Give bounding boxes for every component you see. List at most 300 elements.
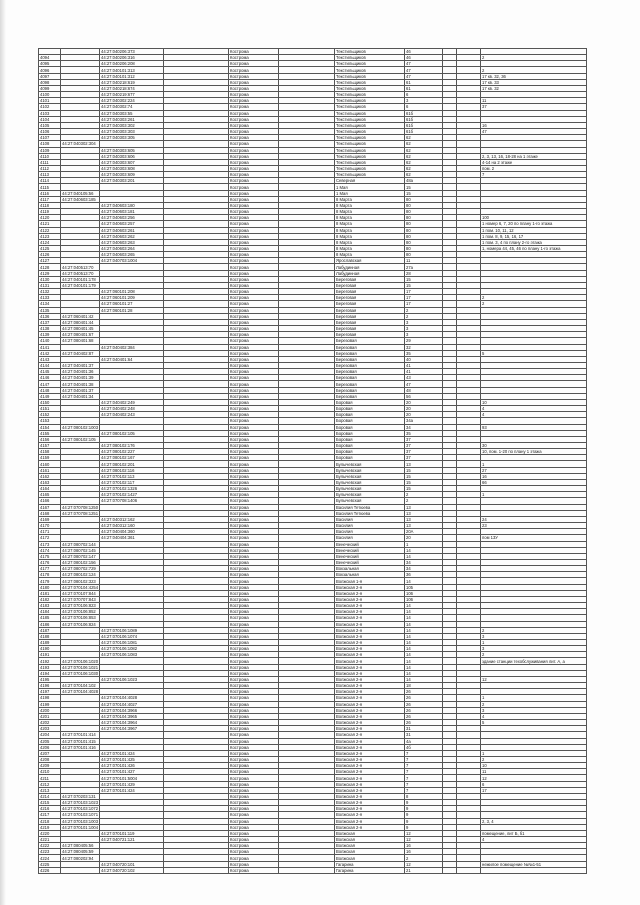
- house-number-cell: 14: [405, 547, 443, 553]
- street-cell: Вокзальная: [335, 572, 405, 578]
- row-number: 4148: [39, 387, 61, 393]
- apartment-cell: 47: [481, 129, 587, 135]
- street-cell: Текстильщиков: [335, 116, 405, 122]
- cadastral-number-land: 44:27:080405:59: [61, 849, 100, 855]
- row-number: 4147: [39, 381, 61, 387]
- city-cell: Кострома: [229, 609, 279, 615]
- street-cell: Волжская 2-я: [335, 633, 405, 639]
- cadastral-number-land: 44:27:070106:853: [61, 615, 100, 621]
- street-cell: Береговая: [335, 295, 405, 301]
- street-cell: Текстильщиков: [335, 92, 405, 98]
- street-cell: 8 Марта: [335, 239, 405, 245]
- house-number-cell: 80: [405, 246, 443, 252]
- street-cell: Волжская 2-я: [335, 627, 405, 633]
- house-number-cell: 80: [405, 252, 443, 258]
- street-cell: Текстильщиков: [335, 73, 405, 79]
- city-cell: Кострома: [229, 252, 279, 258]
- apartment-cell: 5: [481, 350, 587, 356]
- street-cell: Гагарина: [335, 867, 405, 873]
- row-number: 4159: [39, 455, 61, 461]
- house-number-cell: 15: [405, 479, 443, 485]
- house-number-cell: 26: [405, 707, 443, 713]
- street-cell: Волжская 2-я: [335, 621, 405, 627]
- house-number-cell: 61б: [405, 116, 443, 122]
- cadastral-number-land: 44:27:070106:852: [61, 609, 100, 615]
- cadastral-number-building: 44:27:070102:1326: [100, 486, 164, 492]
- row-number: 4127: [39, 258, 61, 264]
- cadastral-number-building: 44:27:070104:3966: [100, 707, 164, 713]
- house-number-cell: 31: [405, 726, 443, 732]
- house-number-cell: 14: [405, 658, 443, 664]
- street-cell: Текстильщиков: [335, 159, 405, 165]
- cadastral-number-building: 44:27:070101:424: [100, 787, 164, 793]
- city-cell: Кострома: [229, 135, 279, 141]
- cadastral-number-land: 44:27:080102:323: [61, 578, 100, 584]
- blank-cell: [164, 867, 229, 873]
- street-cell: Волжская: [335, 855, 405, 861]
- apartment-cell: 11: [481, 769, 587, 775]
- cadastral-number-land: 44:27:040101:179: [61, 282, 100, 288]
- cadastral-number-land: 44:27:070103:1023: [62, 800, 99, 806]
- house-number-cell: 16: [405, 849, 443, 855]
- street-cell: Ярославская: [335, 258, 405, 264]
- cadastral-number-building: 44:27:070101:427: [100, 769, 164, 775]
- apartment-cell: нежилое помещение №№1-51: [481, 861, 587, 867]
- street-cell: 8 Марта: [335, 233, 405, 239]
- house-number-cell: 14: [405, 621, 443, 627]
- house-number-cell: 62: [405, 172, 443, 178]
- row-number: 4197: [39, 689, 61, 695]
- street-cell: Василия Тетюева: [335, 510, 405, 516]
- house-number-cell: 34: [405, 566, 443, 572]
- street-cell: Боровая: [335, 449, 405, 455]
- cadastral-number-building: 44:27:040303:607: [100, 159, 164, 165]
- city-cell: Кострома: [229, 424, 279, 430]
- street-cell: Березовая: [335, 369, 405, 375]
- cadastral-number-land: 44:27:040401:36: [61, 369, 100, 375]
- city-cell: Кострома: [229, 295, 279, 301]
- city-cell: Кострома: [229, 744, 279, 750]
- apartment-cell: 2: [481, 55, 587, 61]
- house-number-cell: 27а: [405, 264, 443, 270]
- street-cell: Волжская 2-я: [335, 590, 405, 596]
- cadastral-number-land: 44:27:070101:1004: [62, 824, 99, 830]
- cadastral-number-building: 44:27:040404:360: [100, 529, 164, 535]
- apartment-cell: 10: [481, 763, 587, 769]
- house-number-cell: 26: [405, 689, 443, 695]
- cadastral-number-building: 44:27:070104:3964: [100, 720, 164, 726]
- street-cell: Боровая: [335, 443, 405, 449]
- apartment-cell: 10: [481, 399, 587, 405]
- house-number-cell: 12: [405, 861, 443, 867]
- cadastral-number-building: 44:27:040703:1004: [100, 258, 164, 264]
- city-cell: Кострома: [229, 793, 279, 799]
- cadastral-number-land: 44:27:060401:42: [61, 313, 100, 319]
- cadastral-number-land: 44:27:080102:156: [61, 559, 100, 565]
- house-number-cell: 14: [405, 664, 443, 670]
- house-number-cell: 7: [405, 775, 443, 781]
- house-number-cell: 46: [405, 49, 443, 55]
- row-number: 4100: [39, 92, 61, 98]
- city-cell: Кострома: [229, 221, 279, 227]
- street-cell: Василия: [335, 535, 405, 541]
- city-cell: Кострома: [229, 258, 279, 264]
- city-cell: Кострома: [229, 547, 279, 553]
- street-cell: Березовая: [335, 338, 405, 344]
- city-cell: Кострома: [229, 369, 279, 375]
- cadastral-number-land: 44:27:070107:844: [61, 590, 100, 596]
- row-number: 4214: [39, 793, 61, 799]
- row-number: 4114: [39, 178, 61, 184]
- house-number-cell: 14: [405, 609, 443, 615]
- row-number: 4167: [39, 504, 61, 510]
- cadastral-number-land: 44:27:070106:1030: [62, 670, 99, 676]
- cadastral-number-building: 44:27:070101:119: [100, 830, 164, 836]
- cadastral-number-building: 44:27:040721:121: [100, 837, 164, 843]
- cadastral-number-land: 44:27:040603:185: [61, 196, 100, 202]
- street-cell: Текстильщиков: [335, 172, 405, 178]
- cadastral-number-land: 44:27:070708:1250: [62, 504, 99, 510]
- row-number: 4203: [39, 726, 61, 732]
- cadastral-number-land: 44:27:070203:131: [61, 793, 100, 799]
- cadastral-number-building: 44:27:040101:313: [100, 67, 164, 73]
- house-number-cell: 4а: [405, 738, 443, 744]
- row-number: 4175: [39, 553, 61, 559]
- apartment-cell: 4: [481, 837, 587, 843]
- city-cell: Кострома: [229, 775, 279, 781]
- street-cell: Волжская 2-я: [335, 695, 405, 701]
- city-cell: Кострома: [229, 800, 279, 806]
- street-cell: Текстильщиков: [335, 110, 405, 116]
- row-number: 4198: [39, 695, 61, 701]
- row-number: 4105: [39, 122, 61, 128]
- street-cell: Волжская 2-я: [335, 726, 405, 732]
- house-number-cell: 20: [405, 399, 443, 405]
- street-cell: Текстильщиков: [335, 61, 405, 67]
- row-number: 4119: [39, 209, 61, 215]
- house-number-cell: 80: [405, 221, 443, 227]
- house-number-cell: 17: [405, 289, 443, 295]
- street-cell: Волжская 2-я: [335, 793, 405, 799]
- city-cell: Кострома: [229, 529, 279, 535]
- city-cell: Кострома: [229, 190, 279, 196]
- cadastral-number-building: 44:27:060101:27: [100, 301, 164, 307]
- row-number: 4208: [39, 756, 61, 762]
- cadastral-number-land: [61, 867, 100, 873]
- street-cell: Боровая: [335, 436, 405, 442]
- row-number: 4106: [39, 129, 61, 135]
- cadastral-number-land: 44:27:080102:1003: [62, 424, 99, 430]
- city-cell: Кострома: [229, 406, 279, 412]
- row-number: 4102: [39, 104, 61, 110]
- city-cell: Кострома: [229, 67, 279, 73]
- apartment-cell: 1, номера 44, 45, 46 по плану 1-го этажа: [481, 246, 587, 252]
- cadastral-number-land: 44:27:040401:38: [61, 381, 100, 387]
- city-cell: Кострома: [229, 270, 279, 276]
- city-cell: Кострома: [229, 738, 279, 744]
- cadastral-number-land: 44:27:080401:45: [61, 326, 100, 332]
- street-cell: Волжская 2-я: [335, 646, 405, 652]
- row-number: 4096: [39, 67, 61, 73]
- cadastral-number-land: 44:27:040401:37: [61, 362, 100, 368]
- row-number: 4097: [39, 73, 61, 79]
- apartment-cell: 10, пом. 1-20 по плану 1 этажа: [481, 449, 587, 455]
- house-number-cell: 21: [405, 867, 443, 873]
- apartment-cell: 16: [481, 473, 587, 479]
- street-cell: Волжская: [335, 830, 405, 836]
- row-number: 4174: [39, 547, 61, 553]
- cadastral-number-land: 44:27:070106:1021: [62, 664, 99, 670]
- house-number-cell: 47: [405, 381, 443, 387]
- cadastral-number-land: 44:27:040401:34: [61, 393, 100, 399]
- city-cell: Кострома: [229, 689, 279, 695]
- apartment-cell: 2: [481, 701, 587, 707]
- city-cell: Кострома: [229, 178, 279, 184]
- house-number-cell: 61б: [405, 122, 443, 128]
- cadastral-number-building: 44:27:040219:677: [100, 92, 164, 98]
- house-number-cell: 37: [405, 436, 443, 442]
- city-cell: Кострома: [229, 184, 279, 190]
- city-cell: Кострома: [229, 307, 279, 313]
- street-cell: Вокзальная: [335, 566, 405, 572]
- apartment-cell: 100: [481, 215, 587, 221]
- city-cell: Кострома: [229, 861, 279, 867]
- city-cell: Кострома: [229, 707, 279, 713]
- row-number: 4187: [39, 627, 61, 633]
- row-number: 4189: [39, 640, 61, 646]
- house-number-cell: 56: [405, 393, 443, 399]
- row-number: 4161: [39, 467, 61, 473]
- row-number: 4098: [39, 79, 61, 85]
- city-cell: Кострома: [229, 129, 279, 135]
- row-number: 4109: [39, 147, 61, 153]
- street-cell: Венеческий: [335, 547, 405, 553]
- row-number: 4224: [39, 855, 61, 861]
- street-cell: 1 Мая: [335, 184, 405, 190]
- city-cell: Кострома: [229, 830, 279, 836]
- street-cell: Боровая: [335, 430, 405, 436]
- apartment-cell: 4: [481, 412, 587, 418]
- street-cell: Текстильщиков: [335, 79, 405, 85]
- cadastral-number-land: 44:27:080102:124: [61, 572, 100, 578]
- street-cell: Текстильщиков: [335, 153, 405, 159]
- street-cell: Василия: [335, 529, 405, 535]
- city-cell: Кострома: [229, 492, 279, 498]
- row-number: 4135: [39, 307, 61, 313]
- row-number: 4125: [39, 246, 61, 252]
- cadastral-number-building: 44:27:070106:1083: [100, 652, 164, 658]
- street-cell: Текстильщиков: [335, 85, 405, 91]
- house-number-cell: 105: [405, 584, 443, 590]
- row-number: 4113: [39, 172, 61, 178]
- street-cell: Текстильщиков: [335, 122, 405, 128]
- city-cell: Кострома: [229, 362, 279, 368]
- house-number-cell: 13: [405, 461, 443, 467]
- street-cell: Волжская 2-я: [335, 769, 405, 775]
- city-cell: Кострома: [229, 553, 279, 559]
- street-cell: Северная: [335, 178, 405, 184]
- city-cell: Кострома: [229, 209, 279, 215]
- street-cell: 8 Марта: [335, 252, 405, 258]
- cadastral-number-building: 44:27:040303:302: [100, 122, 164, 128]
- street-cell: Волжская 2-я: [335, 664, 405, 670]
- city-cell: Кострома: [229, 572, 279, 578]
- house-number-cell: 9: [405, 818, 443, 824]
- apartment-cell: пом. 2: [481, 165, 587, 171]
- apartment-cell: 27: [481, 467, 587, 473]
- street-cell: Боровая: [335, 412, 405, 418]
- house-number-cell: 3: [405, 98, 443, 104]
- house-number-cell: 6: [405, 92, 443, 98]
- house-number-cell: 15: [405, 473, 443, 479]
- city-cell: Кострома: [229, 498, 279, 504]
- cadastral-number-building: 44:27:040402:243: [100, 412, 164, 418]
- city-cell: Кострома: [229, 541, 279, 547]
- street-cell: Булычевская: [335, 498, 405, 504]
- house-number-cell: 46: [405, 55, 443, 61]
- row-number: 4101: [39, 98, 61, 104]
- house-number-cell: 9: [405, 824, 443, 830]
- row-number: 4191: [39, 652, 61, 658]
- apartment-cell: 12: [481, 676, 587, 682]
- city-cell: Кострома: [229, 578, 279, 584]
- city-cell: Кострома: [229, 646, 279, 652]
- city-cell: Кострома: [229, 85, 279, 91]
- street-cell: Боровая: [335, 424, 405, 430]
- cadastral-number-building: 44:27:040218:619: [100, 79, 164, 85]
- street-cell: Боровая: [335, 406, 405, 412]
- street-cell: Волжская 2-я: [335, 738, 405, 744]
- street-cell: Волжская 2-я: [335, 720, 405, 726]
- house-number-cell: 7: [405, 769, 443, 775]
- row-number: 4213: [39, 787, 61, 793]
- house-number-cell: 80: [405, 215, 443, 221]
- cadastral-number-land: 44:27:070106:823: [61, 603, 100, 609]
- apartment-cell: 37: [481, 104, 587, 110]
- city-cell: Кострома: [229, 603, 279, 609]
- cadastral-number-land: 44:27:080102:105: [61, 436, 100, 442]
- house-number-cell: 62: [405, 135, 443, 141]
- house-number-cell: 26: [405, 701, 443, 707]
- row-number: 4158: [39, 449, 61, 455]
- row-number: 4123: [39, 233, 61, 239]
- cadastral-number-building: 44:27:040302:224: [100, 98, 164, 104]
- apartment-cell: 93: [481, 424, 587, 430]
- row-number: 4188: [39, 633, 61, 639]
- street-cell: Текстильщиков: [335, 67, 405, 73]
- cadastral-number-land: 44:27:080702:145: [61, 547, 100, 553]
- city-cell: Кострома: [229, 172, 279, 178]
- street-cell: Венеческий: [335, 559, 405, 565]
- cadastral-number-building: 44:27:040303:303: [100, 129, 164, 135]
- row-number: 4193: [39, 664, 61, 670]
- row-number: 4155: [39, 430, 61, 436]
- city-cell: Кострома: [229, 806, 279, 812]
- city-cell: Кострома: [229, 104, 279, 110]
- cadastral-number-land: 44:27:070106:1020: [62, 658, 99, 664]
- apartment-cell: 1: [481, 640, 587, 646]
- cadastral-number-building: 44:27:040302:74: [100, 104, 164, 110]
- house-number-cell: 14: [405, 652, 443, 658]
- row-number: 4117: [39, 196, 61, 202]
- city-cell: Кострома: [229, 356, 279, 362]
- street-cell: Березовая: [335, 375, 405, 381]
- city-cell: Кострома: [229, 566, 279, 572]
- house-number-cell: 14: [405, 633, 443, 639]
- city-cell: Кострома: [229, 504, 279, 510]
- city-cell: Кострома: [229, 55, 279, 61]
- street-cell: Волжская 2-я: [335, 781, 405, 787]
- cadastral-number-building: 44:27:040603:181: [100, 209, 164, 215]
- apartment-cell: 17 кв. 33: [481, 79, 587, 85]
- row-number: 4166: [39, 498, 61, 504]
- blank-cell: [457, 867, 481, 873]
- cadastral-number-building: 44:27:070106:1081: [100, 640, 164, 646]
- apartment-cell: 16: [481, 122, 587, 128]
- row-number: 4151: [39, 406, 61, 412]
- row-number: 4182: [39, 596, 61, 602]
- house-number-cell: 7: [405, 756, 443, 762]
- house-number-cell: 17: [405, 301, 443, 307]
- city-cell: Кострома: [229, 510, 279, 516]
- row-number: 4162: [39, 473, 61, 479]
- house-number-cell: 9: [405, 806, 443, 812]
- cadastral-number-building: 44:27:080102:167: [100, 455, 164, 461]
- row-number: 4211: [39, 775, 61, 781]
- apartment-cell: пом 13У: [481, 535, 587, 541]
- house-number-cell: 80: [405, 209, 443, 215]
- street-cell: Береговая: [335, 289, 405, 295]
- cadastral-number-building: 44:27:060101:209: [100, 295, 164, 301]
- house-number-cell: 2: [405, 492, 443, 498]
- house-number-cell: 34: [405, 559, 443, 565]
- cadastral-number-land: 44:27:070707:843: [61, 596, 100, 602]
- cadastral-number-building: 44:27:040206:373: [100, 49, 164, 55]
- cadastral-number-land: 44:27:080405:56: [61, 843, 100, 849]
- apartment-cell: 1 номер 6, 7, 20 по плану 1-го этажа: [481, 221, 587, 227]
- street-cell: Волжская 2-я: [335, 818, 405, 824]
- street-cell: Волжская 2-я: [335, 812, 405, 818]
- cadastral-number-building: 44:27:040603:180: [100, 202, 164, 208]
- house-number-cell: 106: [405, 596, 443, 602]
- street-cell: Текстильщиков: [335, 147, 405, 153]
- city-cell: Кострома: [229, 412, 279, 418]
- row-number: 4220: [39, 830, 61, 836]
- street-cell: Волжская 2-я: [335, 652, 405, 658]
- city-cell: Кострома: [229, 282, 279, 288]
- street-cell: Волжская 2-я: [335, 750, 405, 756]
- cadastral-number-land: 44:27:070101:416: [61, 744, 100, 750]
- row-number: 4170: [39, 523, 61, 529]
- row-number: 4157: [39, 443, 61, 449]
- row-number: 4118: [39, 202, 61, 208]
- apartment-cell: 1: [481, 695, 587, 701]
- cadastral-number-building: 44:27:070106:1082: [100, 646, 164, 652]
- cadastral-number-land: 44:27:080202:94: [61, 855, 100, 861]
- house-number-cell: 62: [405, 165, 443, 171]
- house-number-cell: 14: [405, 627, 443, 633]
- house-number-cell: 80: [405, 196, 443, 202]
- street-cell: Лабудинная: [335, 264, 405, 270]
- city-cell: Кострома: [229, 756, 279, 762]
- house-number-cell: 2: [405, 307, 443, 313]
- house-number-cell: 62: [405, 153, 443, 159]
- cadastral-number-building: 44:27:040404:361: [100, 535, 164, 541]
- house-number-cell: 13: [405, 504, 443, 510]
- street-cell: Волжская 2-я: [335, 824, 405, 830]
- row-number: 4200: [39, 707, 61, 713]
- apartment-cell: 3: [481, 633, 587, 639]
